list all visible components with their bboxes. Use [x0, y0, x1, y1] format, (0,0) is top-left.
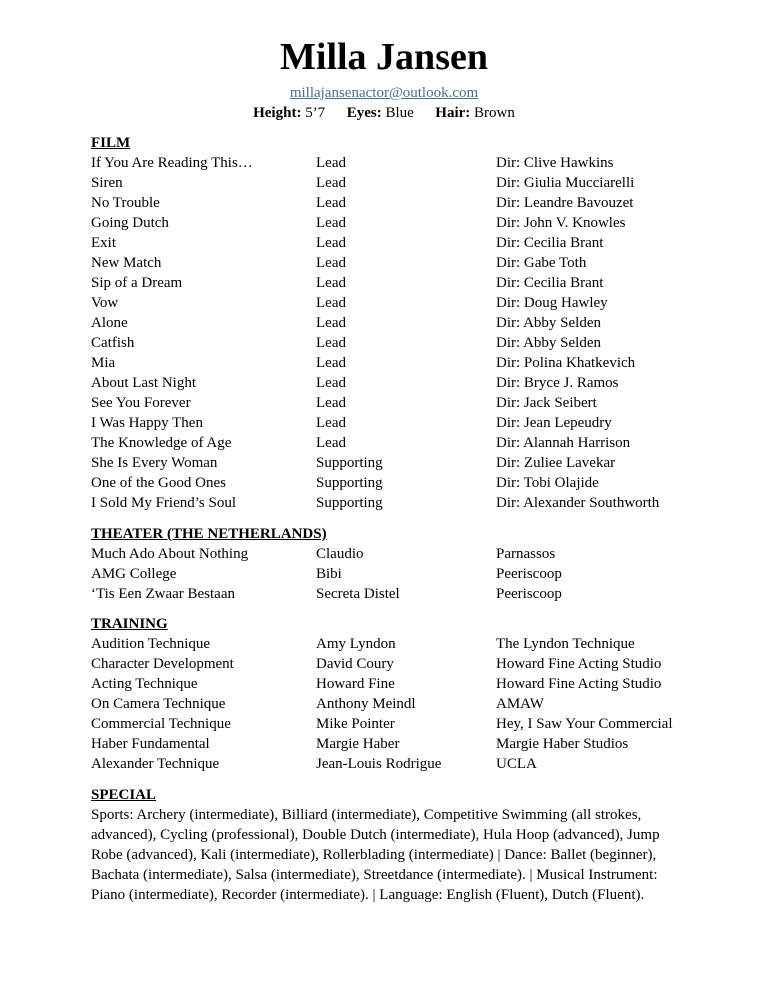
table-row: [91, 473, 691, 493]
film-director: Dir: Cecilia Brant: [496, 235, 604, 251]
table-row: [91, 313, 691, 333]
table-row: [91, 564, 691, 584]
play-role: Bibi: [316, 566, 342, 582]
training-school: UCLA: [496, 756, 537, 772]
table-row: [91, 213, 691, 233]
film-role: Lead: [316, 255, 346, 271]
actor-stats: [0, 103, 768, 123]
training-school: Howard Fine Acting Studio: [496, 656, 662, 672]
table-row: [91, 413, 691, 433]
film-director: Dir: Cecilia Brant: [496, 275, 604, 291]
film-title: Sip of a Dream: [91, 275, 183, 291]
film-role: Lead: [316, 195, 346, 211]
table-row: [91, 453, 691, 473]
table-row: [91, 634, 691, 654]
table-row: [91, 544, 691, 564]
film-title: If You Are Reading This…: [91, 155, 253, 171]
film-section-title: FILM: [91, 135, 131, 151]
film-director: Dir: Abby Selden: [496, 335, 601, 351]
film-director: Dir: John V. Knowles: [496, 215, 626, 231]
film-role: Supporting: [316, 475, 383, 491]
film-title: Alone: [91, 315, 128, 331]
table-row: [91, 674, 691, 694]
special-section: [91, 785, 691, 905]
training-course: Commercial Technique: [91, 716, 231, 732]
film-director: Dir: Giulia Mucciarelli: [496, 175, 635, 191]
film-director: Dir: Alexander Southworth: [496, 495, 660, 511]
training-course: Audition Technique: [91, 636, 211, 652]
film-director: Dir: Alannah Harrison: [496, 435, 631, 451]
training-section-title: TRAINING: [91, 616, 168, 632]
film-director: Dir: Clive Hawkins: [496, 155, 614, 171]
table-row: [91, 654, 691, 674]
table-row: [91, 253, 691, 273]
training-course: Acting Technique: [91, 676, 198, 692]
play-title: Much Ado About Nothing: [91, 546, 249, 562]
film-director: Dir: Jack Seibert: [496, 395, 597, 411]
table-row: [91, 734, 691, 754]
special-line: Robe (advanced), Kali (intermediate), Rollerblading (intermediate) | Dance: Ballet (beginner),: [91, 847, 657, 863]
film-role: Lead: [316, 355, 346, 371]
theater-section-title: THEATER (THE NETHERLANDS): [91, 526, 327, 542]
special-line: Sports: Archery (intermediate), Billiard (intermediate), Competitive Swimming (all strokes,: [91, 807, 642, 823]
eyes-value: Blue: [385, 105, 414, 121]
film-title: Catfish: [91, 335, 135, 351]
training-teacher: Amy Lyndon: [316, 636, 396, 652]
film-role: Lead: [316, 415, 346, 431]
film-title: Going Dutch: [91, 215, 169, 231]
film-title: Exit: [91, 235, 116, 251]
film-title: New Match: [91, 255, 162, 271]
training-school: Margie Haber Studios: [496, 736, 629, 752]
film-director: Dir: Leandre Bavouzet: [496, 195, 634, 211]
training-course: On Camera Technique: [91, 696, 226, 712]
film-title: Vow: [91, 295, 119, 311]
table-row: [91, 584, 691, 604]
table-row: [91, 153, 691, 173]
film-role: Lead: [316, 435, 346, 451]
special-line: Piano (intermediate), Recorder (intermediate). | Language: English (Fluent), Dutch (Fluent).: [91, 887, 645, 903]
table-row: [91, 754, 691, 774]
film-role: Lead: [316, 175, 346, 191]
table-row: [91, 293, 691, 313]
height-value: 5’7: [305, 105, 326, 121]
training-school: Hey, I Saw Your Commercial: [496, 716, 673, 732]
play-role: Secreta Distel: [316, 586, 400, 602]
special-skills: [91, 805, 681, 905]
table-row: [91, 173, 691, 193]
actor-name: Milla Jansen: [280, 36, 488, 78]
table-row: [91, 433, 691, 453]
training-teacher: David Coury: [316, 656, 394, 672]
training-teacher: Mike Pointer: [316, 716, 395, 732]
play-title: AMG College: [91, 566, 177, 582]
table-row: [91, 694, 691, 714]
play-company: Peeriscoop: [496, 566, 562, 582]
film-director: Dir: Bryce J. Ramos: [496, 375, 619, 391]
table-row: [91, 193, 691, 213]
training-course: Character Development: [91, 656, 234, 672]
film-title: About Last Night: [91, 375, 196, 391]
film-title: She Is Every Woman: [91, 455, 218, 471]
film-director: Dir: Zuliee Lavekar: [496, 455, 616, 471]
training-course: Haber Fundamental: [91, 736, 210, 752]
film-title: One of the Good Ones: [91, 475, 226, 491]
play-title: ‘Tis Een Zwaar Bestaan: [91, 586, 235, 602]
film-role: Lead: [316, 375, 346, 391]
film-title: Mia: [91, 355, 116, 371]
film-director: Dir: Polina Khatkevich: [496, 355, 636, 371]
film-title: I Sold My Friend’s Soul: [91, 495, 237, 511]
play-role: Claudio: [316, 546, 364, 562]
film-director: Dir: Doug Hawley: [496, 295, 608, 311]
film-role: Supporting: [316, 495, 383, 511]
table-row: [91, 333, 691, 353]
film-role: Lead: [316, 395, 346, 411]
film-title: No Trouble: [91, 195, 160, 211]
training-teacher: Howard Fine: [316, 676, 395, 692]
training-school: The Lyndon Technique: [496, 636, 635, 652]
film-role: Lead: [316, 315, 346, 331]
film-role: Lead: [316, 155, 346, 171]
film-role: Lead: [316, 275, 346, 291]
film-director: Dir: Abby Selden: [496, 315, 601, 331]
film-role: Lead: [316, 215, 346, 231]
table-row: [91, 393, 691, 413]
table-row: [91, 714, 691, 734]
training-teacher: Anthony Meindl: [316, 696, 416, 712]
table-row: [91, 273, 691, 293]
film-title: I Was Happy Then: [91, 415, 203, 431]
film-section: [91, 133, 691, 513]
play-company: Parnassos: [496, 546, 556, 562]
hair-value: Brown: [474, 105, 515, 121]
film-title: The Knowledge of Age: [91, 435, 232, 451]
play-company: Peeriscoop: [496, 586, 562, 602]
film-role: Lead: [316, 235, 346, 251]
film-director: Dir: Gabe Toth: [496, 255, 587, 271]
film-title: Siren: [91, 175, 123, 191]
training-school: Howard Fine Acting Studio: [496, 676, 662, 692]
special-line: Bachata (intermediate), Salsa (intermediate), Streetdance (intermediate). | Musical Instrument:: [91, 867, 658, 883]
theater-section: [91, 524, 691, 604]
eyes-label: Eyes:: [346, 105, 382, 121]
film-role: Lead: [316, 295, 346, 311]
film-director: Dir: Jean Lepeudry: [496, 415, 612, 431]
special-line: advanced), Cycling (professional), Double Dutch (intermediate), Hula Hoop (advanced), Jump: [91, 827, 660, 843]
training-teacher: Margie Haber: [316, 736, 400, 752]
training-teacher: Jean-Louis Rodrigue: [316, 756, 442, 772]
film-director: Dir: Tobi Olajide: [496, 475, 599, 491]
training-course: Alexander Technique: [91, 756, 220, 772]
table-row: [91, 493, 691, 513]
special-section-title: SPECIAL: [91, 787, 157, 803]
table-row: [91, 373, 691, 393]
table-row: [91, 353, 691, 373]
hair-label: Hair:: [435, 105, 471, 121]
film-title: See You Forever: [91, 395, 191, 411]
email-link[interactable]: millajansenactor@outlook.com: [289, 85, 479, 101]
film-role: Lead: [316, 335, 346, 351]
training-school: AMAW: [496, 696, 544, 712]
training-section: [91, 614, 691, 774]
film-role: Supporting: [316, 455, 383, 471]
table-row: [91, 233, 691, 253]
height-label: Height:: [253, 105, 302, 121]
